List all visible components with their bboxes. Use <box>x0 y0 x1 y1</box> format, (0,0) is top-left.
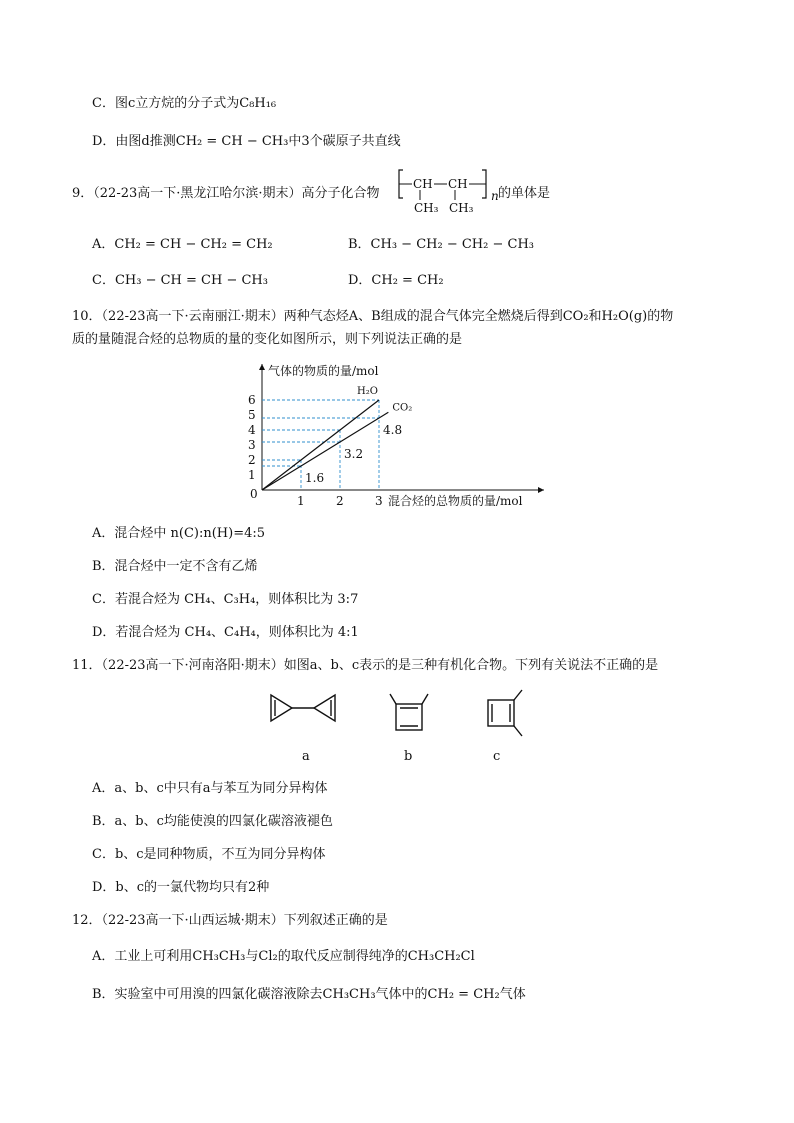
structure-b-methyl-left <box>390 694 396 704</box>
q11-stem: 11．（22-23高一下·河南洛阳·期末）如图a、b、c表示的是三种有机化合物。下列有关说法不正确的是 <box>72 658 659 673</box>
x-tick-label-2: 2 <box>336 494 344 508</box>
q12-option-a: A．工业上可利用CH₃CH₃与Cl₂的取代反应制得纯净的CH₃CH₂Cl <box>92 949 475 964</box>
q8-option-c: C．图c立方烷的分子式为C₈H₁₆ <box>92 96 277 111</box>
q10-stem-line-1: 10．（22-23高一下·云南丽江·期末）两种气态烃A、B组成的混合气体完全燃烧后得到CO₂和H₂O(g)的物 <box>72 309 674 324</box>
q9-option-b: B．CH₃ − CH₂ − CH₂ − CH₃ <box>348 237 535 252</box>
structure-b-label: b <box>404 749 413 764</box>
y-tick-label-4: 4 <box>248 423 256 437</box>
polymer-ch1: CH <box>413 177 433 191</box>
q9-option-a: A．CH₂ = CH − CH₂ = CH₂ <box>92 237 273 252</box>
q9-option-c: C．CH₃ − CH = CH − CH₃ <box>92 273 268 288</box>
y-tick-label-1: 1 <box>248 468 256 482</box>
q9-option-d: D．CH₂ = CH₂ <box>348 273 444 288</box>
polymer-ch2: CH <box>448 177 468 191</box>
y-tick-label-3: 3 <box>248 438 256 452</box>
data-label-co2-1: 1.6 <box>305 471 325 485</box>
q12-stem: 12．（22-23高一下·山西运城·期末）下列叙述正确的是 <box>72 913 388 928</box>
q8-option-d: D．由图d推测CH₂ = CH − CH₃中3个碳原子共直线 <box>92 134 401 149</box>
structure-a-label: a <box>302 749 310 764</box>
q11-option-a: A．a、b、c中只有a与苯互为同分异构体 <box>92 781 328 796</box>
data-label-co2-3: 4.8 <box>383 423 403 437</box>
q10-option-a: A．混合烃中 n(C):n(H)=4:5 <box>92 526 266 541</box>
structure-a <box>262 688 372 730</box>
series-line-co2 <box>262 412 388 490</box>
q10-option-d: D．若混合烃为 CH₄、C₄H₄，则体积比为 4:1 <box>92 625 359 640</box>
structure-c-methyl-bottom <box>514 726 522 736</box>
q10-chart <box>220 358 560 510</box>
structure-c-methyl-top <box>514 690 522 700</box>
series-label-co2: CO₂ <box>392 402 413 414</box>
q11-option-d: D．b、c的一氯代物均只有2种 <box>92 880 270 895</box>
q9-stem-suffix: 的单体是 <box>498 186 551 201</box>
structure-a-ring-left <box>271 695 292 721</box>
x-axis-arrow <box>538 487 544 493</box>
q11-option-b: B．a、b、c均能使溴的四氯化碳溶液褪色 <box>92 814 333 829</box>
polymer-methyl-2: CH₃ <box>449 201 474 215</box>
y-axis-arrow <box>259 364 265 370</box>
series-label-h2o: H₂O <box>357 386 378 397</box>
structure-c <box>478 686 538 742</box>
q10-option-c: C．若混合烃为 CH₄、C₃H₄，则体积比为 3:7 <box>92 592 359 607</box>
data-label-co2-2: 3.2 <box>344 447 364 461</box>
structure-b <box>380 686 440 736</box>
origin-label: 0 <box>250 487 258 501</box>
q9-stem-prefix: 9．（22-23高一下·黑龙江哈尔滨·期末）高分子化合物 <box>72 186 380 201</box>
x-tick-label-3: 3 <box>375 494 383 508</box>
y-tick-label-6: 6 <box>248 393 256 407</box>
structure-a-ring-right <box>314 695 335 721</box>
q11-option-c: C．b、c是同种物质，不互为同分异构体 <box>92 847 326 862</box>
polymer-n: n <box>491 189 499 203</box>
x-tick-label-1: 1 <box>297 494 305 508</box>
q10-option-b: B．混合烃中一定不含有乙烯 <box>92 559 258 574</box>
y-tick-label-2: 2 <box>248 453 256 467</box>
x-axis-label: 混合烃的总物质的量/mol <box>388 494 523 508</box>
structure-c-label: c <box>493 749 501 764</box>
q12-option-b: B．实验室中可用溴的四氯化碳溶液除去CH₃CH₃气体中的CH₂ = CH₂气体 <box>92 987 526 1002</box>
q10-stem-line-2: 质的量随混合烃的总物质的量的变化如图所示，则下列说法正确的是 <box>72 332 463 347</box>
structure-b-methyl-right <box>422 694 428 704</box>
y-axis-label: 气体的物质的量/mol <box>268 364 379 378</box>
polymer-methyl-1: CH₃ <box>414 201 439 215</box>
y-tick-label-5: 5 <box>248 408 256 422</box>
